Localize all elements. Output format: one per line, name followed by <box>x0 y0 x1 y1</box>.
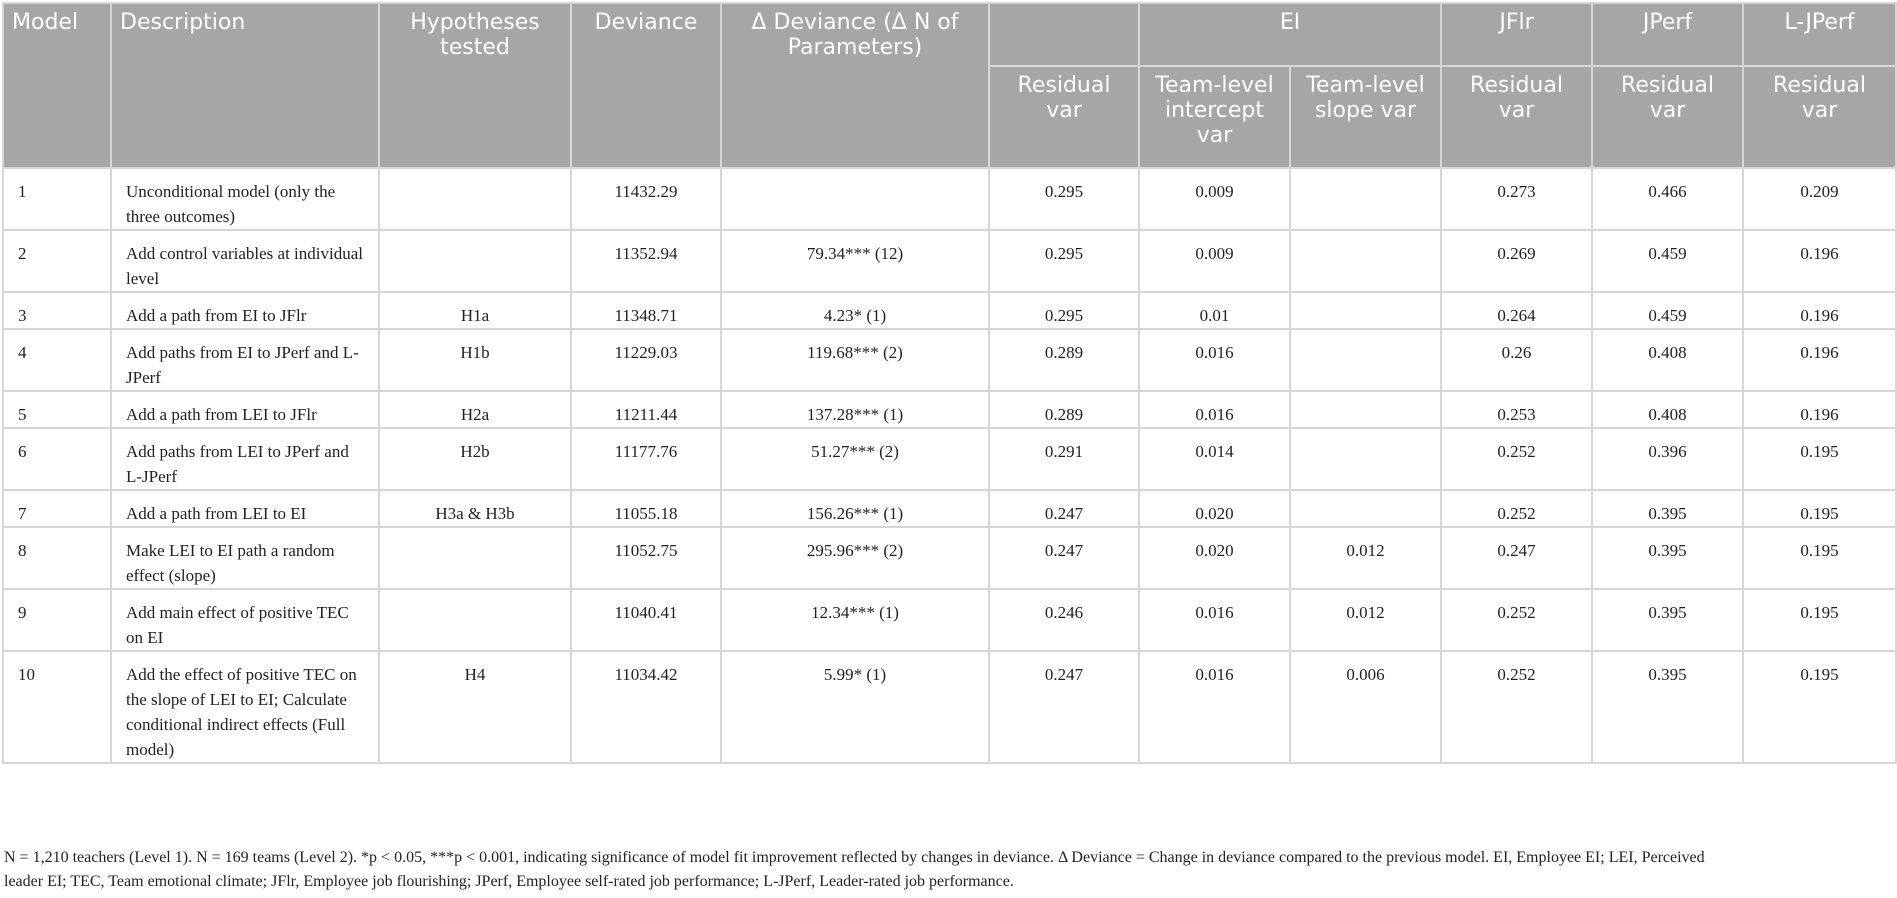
cell-delta-deviance: 12.34*** (1) <box>721 589 989 651</box>
cell-hypotheses <box>379 527 571 589</box>
cell-description: Make LEI to EI path a random effect (slope) <box>111 527 379 589</box>
cell-ljperf-residual: 0.195 <box>1743 527 1896 589</box>
cell-delta-deviance: 119.68*** (2) <box>721 329 989 391</box>
cell-hypotheses <box>379 168 571 230</box>
cell-deviance: 11055.18 <box>571 490 721 527</box>
cell-jflr-residual: 0.247 <box>1441 527 1592 589</box>
cell-delta-deviance: 51.27*** (2) <box>721 428 989 490</box>
cell-deviance: 11229.03 <box>571 329 721 391</box>
cell-hypotheses <box>379 230 571 292</box>
header-description: Description <box>111 3 379 168</box>
cell-jperf-residual: 0.395 <box>1592 527 1743 589</box>
cell-ljperf-residual: 0.195 <box>1743 428 1896 490</box>
cell-ei-residual: 0.295 <box>989 292 1139 329</box>
cell-description: Add paths from LEI to JPerf and L-JPerf <box>111 428 379 490</box>
header-ljperf-residual: Residual var <box>1743 66 1896 168</box>
cell-ei-slope <box>1290 168 1441 230</box>
cell-deviance: 11348.71 <box>571 292 721 329</box>
cell-delta-deviance: 4.23* (1) <box>721 292 989 329</box>
cell-ei-slope <box>1290 490 1441 527</box>
header-ljperf-group: L-JPerf <box>1743 3 1896 66</box>
cell-delta-deviance: 79.34*** (12) <box>721 230 989 292</box>
cell-jflr-residual: 0.252 <box>1441 651 1592 763</box>
cell-ei-residual: 0.295 <box>989 230 1139 292</box>
cell-jperf-residual: 0.466 <box>1592 168 1743 230</box>
cell-ei-slope: 0.006 <box>1290 651 1441 763</box>
footnote-line-1: N = 1,210 teachers (Level 1). N = 169 teams (Level 2). *p < 0.05, ***p < 0.001, indicating significance of model fit improvement reflected by changes in deviance. Δ Deviance = Change in deviance compared to the previous model. EI, Employee EI; LEI, Perceived <box>4 849 1705 866</box>
cell-ei-intercept: 0.020 <box>1139 527 1290 589</box>
cell-model: 2 <box>3 230 111 292</box>
header-jperf-group: JPerf <box>1592 3 1743 66</box>
cell-hypotheses: H3a & H3b <box>379 490 571 527</box>
header-model: Model <box>3 3 111 168</box>
cell-ei-intercept: 0.016 <box>1139 651 1290 763</box>
cell-jflr-residual: 0.264 <box>1441 292 1592 329</box>
cell-description: Add a path from LEI to JFlr <box>111 391 379 428</box>
cell-hypotheses: H1a <box>379 292 571 329</box>
cell-description: Add a path from EI to JFlr <box>111 292 379 329</box>
cell-ei-slope: 0.012 <box>1290 589 1441 651</box>
cell-ei-intercept: 0.016 <box>1139 329 1290 391</box>
cell-description: Add control variables at individual level <box>111 230 379 292</box>
cell-ljperf-residual: 0.195 <box>1743 490 1896 527</box>
cell-ei-residual: 0.247 <box>989 527 1139 589</box>
cell-jperf-residual: 0.408 <box>1592 391 1743 428</box>
table-row <box>3 527 1896 589</box>
cell-jperf-residual: 0.395 <box>1592 589 1743 651</box>
cell-ei-slope: 0.012 <box>1290 527 1441 589</box>
table-footnote <box>4 846 1893 894</box>
cell-ei-residual: 0.289 <box>989 329 1139 391</box>
cell-model: 6 <box>3 428 111 490</box>
header-deviance: Deviance <box>571 3 721 168</box>
table-row <box>3 589 1896 651</box>
cell-jflr-residual: 0.253 <box>1441 391 1592 428</box>
cell-ljperf-residual: 0.196 <box>1743 230 1896 292</box>
cell-ei-slope <box>1290 428 1441 490</box>
cell-ei-residual: 0.295 <box>989 168 1139 230</box>
cell-description: Add main effect of positive TEC on EI <box>111 589 379 651</box>
header-row-top <box>3 3 1896 66</box>
header-hypotheses: Hypotheses tested <box>379 3 571 168</box>
table-row <box>3 651 1896 763</box>
cell-jflr-residual: 0.26 <box>1441 329 1592 391</box>
table-row <box>3 292 1896 329</box>
table-row <box>3 490 1896 527</box>
cell-jflr-residual: 0.269 <box>1441 230 1592 292</box>
cell-jperf-residual: 0.408 <box>1592 329 1743 391</box>
header-ei-slope: Team-level slope var <box>1290 66 1441 168</box>
cell-ei-intercept: 0.009 <box>1139 168 1290 230</box>
header-blank <box>989 3 1139 66</box>
table-row <box>3 329 1896 391</box>
cell-ljperf-residual: 0.196 <box>1743 292 1896 329</box>
cell-description: Unconditional model (only the three outcomes) <box>111 168 379 230</box>
cell-model: 8 <box>3 527 111 589</box>
cell-jflr-residual: 0.252 <box>1441 589 1592 651</box>
cell-jflr-residual: 0.252 <box>1441 428 1592 490</box>
cell-ei-residual: 0.247 <box>989 490 1139 527</box>
cell-jperf-residual: 0.459 <box>1592 292 1743 329</box>
cell-ei-slope <box>1290 391 1441 428</box>
header-jflr-residual: Residual var <box>1441 66 1592 168</box>
results-table-container <box>2 2 1895 764</box>
cell-ljperf-residual: 0.195 <box>1743 589 1896 651</box>
header-ei-intercept: Team-level intercept var <box>1139 66 1290 168</box>
cell-jperf-residual: 0.396 <box>1592 428 1743 490</box>
header-ei-group: EI <box>1139 3 1441 66</box>
cell-ei-intercept: 0.016 <box>1139 589 1290 651</box>
cell-ei-intercept: 0.020 <box>1139 490 1290 527</box>
header-delta-deviance: Δ Deviance (Δ N of Parameters) <box>721 3 989 168</box>
cell-deviance: 11177.76 <box>571 428 721 490</box>
cell-hypotheses: H2b <box>379 428 571 490</box>
cell-hypotheses: H4 <box>379 651 571 763</box>
cell-hypotheses: H1b <box>379 329 571 391</box>
cell-deviance: 11211.44 <box>571 391 721 428</box>
cell-ei-slope <box>1290 230 1441 292</box>
cell-ljperf-residual: 0.209 <box>1743 168 1896 230</box>
cell-deviance: 11352.94 <box>571 230 721 292</box>
cell-model: 3 <box>3 292 111 329</box>
cell-hypotheses <box>379 589 571 651</box>
model-comparison-table <box>2 2 1897 764</box>
cell-jperf-residual: 0.395 <box>1592 490 1743 527</box>
cell-jperf-residual: 0.395 <box>1592 651 1743 763</box>
cell-ljperf-residual: 0.195 <box>1743 651 1896 763</box>
cell-model: 9 <box>3 589 111 651</box>
cell-hypotheses: H2a <box>379 391 571 428</box>
cell-delta-deviance: 295.96*** (2) <box>721 527 989 589</box>
cell-deviance: 11034.42 <box>571 651 721 763</box>
table-row <box>3 168 1896 230</box>
cell-description: Add paths from EI to JPerf and L-JPerf <box>111 329 379 391</box>
cell-ei-residual: 0.289 <box>989 391 1139 428</box>
cell-ei-slope <box>1290 292 1441 329</box>
cell-jperf-residual: 0.459 <box>1592 230 1743 292</box>
header-jflr-group: JFlr <box>1441 3 1592 66</box>
cell-model: 4 <box>3 329 111 391</box>
cell-ei-residual: 0.291 <box>989 428 1139 490</box>
cell-delta-deviance: 137.28*** (1) <box>721 391 989 428</box>
cell-model: 10 <box>3 651 111 763</box>
cell-jflr-residual: 0.273 <box>1441 168 1592 230</box>
cell-delta-deviance: 5.99* (1) <box>721 651 989 763</box>
table-row <box>3 428 1896 490</box>
cell-delta-deviance: 156.26*** (1) <box>721 490 989 527</box>
cell-ei-residual: 0.246 <box>989 589 1139 651</box>
cell-ljperf-residual: 0.196 <box>1743 391 1896 428</box>
cell-deviance: 11432.29 <box>571 168 721 230</box>
cell-jflr-residual: 0.252 <box>1441 490 1592 527</box>
cell-ei-residual: 0.247 <box>989 651 1139 763</box>
table-row <box>3 391 1896 428</box>
cell-deviance: 11040.41 <box>571 589 721 651</box>
cell-deviance: 11052.75 <box>571 527 721 589</box>
cell-model: 5 <box>3 391 111 428</box>
cell-model: 7 <box>3 490 111 527</box>
footnote-line-2: leader EI; TEC, Team emotional climate; JFlr, Employee job flourishing; JPerf, Employee self-rated job performance; L-JPerf, Leader-rated job performance. <box>4 873 1014 890</box>
cell-ei-intercept: 0.01 <box>1139 292 1290 329</box>
cell-delta-deviance <box>721 168 989 230</box>
cell-description: Add a path from LEI to EI <box>111 490 379 527</box>
cell-description: Add the effect of positive TEC on the slope of LEI to EI; Calculate conditional indirect effects (Full model) <box>111 651 379 763</box>
cell-ei-intercept: 0.009 <box>1139 230 1290 292</box>
cell-ei-intercept: 0.014 <box>1139 428 1290 490</box>
header-ei-residual: Residual var <box>989 66 1139 168</box>
cell-ljperf-residual: 0.196 <box>1743 329 1896 391</box>
cell-model: 1 <box>3 168 111 230</box>
header-jperf-residual: Residual var <box>1592 66 1743 168</box>
table-row <box>3 230 1896 292</box>
cell-ei-slope <box>1290 329 1441 391</box>
cell-ei-intercept: 0.016 <box>1139 391 1290 428</box>
